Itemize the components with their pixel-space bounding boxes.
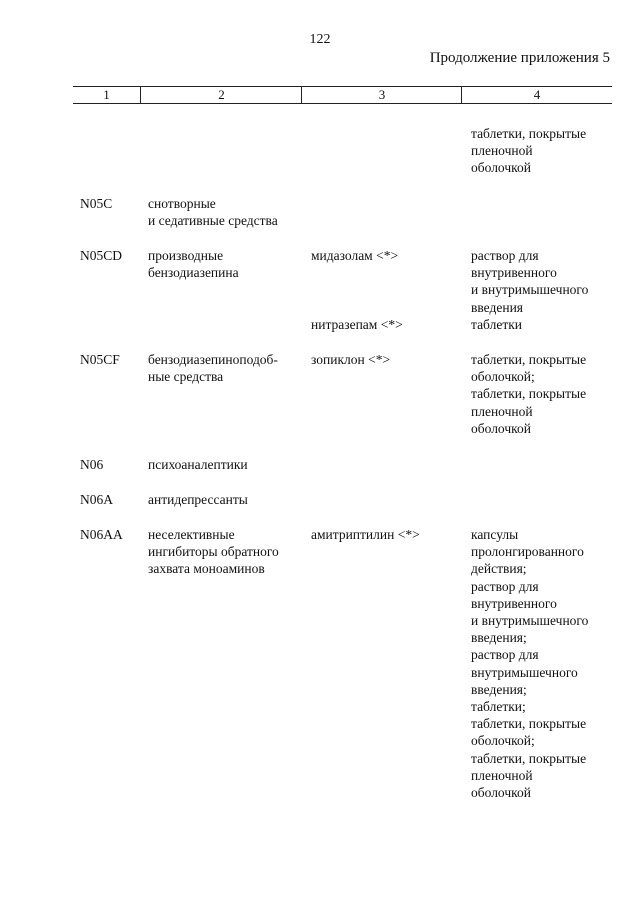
column-header-3: 3 — [301, 87, 462, 103]
group-name-cell: психоаналептики — [148, 457, 248, 472]
group-name-cell: антидепрессанты — [148, 492, 248, 507]
group-name-cell: производные бензодиазепина — [148, 248, 239, 281]
group-name-cell: неселективные ингибиторы обратного захвата моноаминов — [148, 527, 279, 577]
dosage-form-cell: таблетки — [471, 317, 523, 332]
atc-code-cell: N05C — [80, 196, 113, 211]
drug-name-cell: амитриптилин <*> — [311, 527, 420, 542]
group-name-cell: бензодиазепиноподоб- ные средства — [148, 352, 278, 385]
column-header-2: 2 — [140, 87, 302, 103]
column-header-1: 1 — [103, 87, 110, 102]
column-header-4: 4 — [461, 87, 612, 103]
atc-code-cell: N05CD — [80, 248, 123, 263]
dosage-form-cell: раствор для внутривенного и внутримышечного введения — [471, 248, 589, 315]
dosage-form-cell: таблетки, покрытые пленочной оболочкой — [471, 126, 587, 176]
dosage-form-cell: капсулы пролонгированного действия; раствор для внутривенного и внутримышечного введения; раствор для внутримышечного введения; таблетки; таблетки, покрытые оболочкой; таблетки, покрытые пленочной оболочкой — [471, 527, 589, 801]
drug-name-cell: нитразепам <*> — [311, 317, 403, 332]
atc-code-cell: N06AA — [80, 527, 123, 542]
atc-code-cell: N06A — [80, 492, 113, 507]
dosage-form-cell: таблетки, покрытые оболочкой; таблетки, покрытые пленочной оболочкой — [471, 352, 587, 436]
drug-name-cell: зопиклон <*> — [311, 352, 391, 367]
continuation-title: Продолжение приложения 5 — [429, 50, 610, 66]
group-name-cell: снотворные и седативные средства — [148, 196, 278, 229]
page-number: 122 — [309, 32, 331, 47]
table-header — [73, 86, 612, 104]
drug-name-cell: мидазолам <*> — [311, 248, 399, 263]
atc-code-cell: N05CF — [80, 352, 120, 367]
atc-code-cell: N06 — [80, 457, 104, 472]
